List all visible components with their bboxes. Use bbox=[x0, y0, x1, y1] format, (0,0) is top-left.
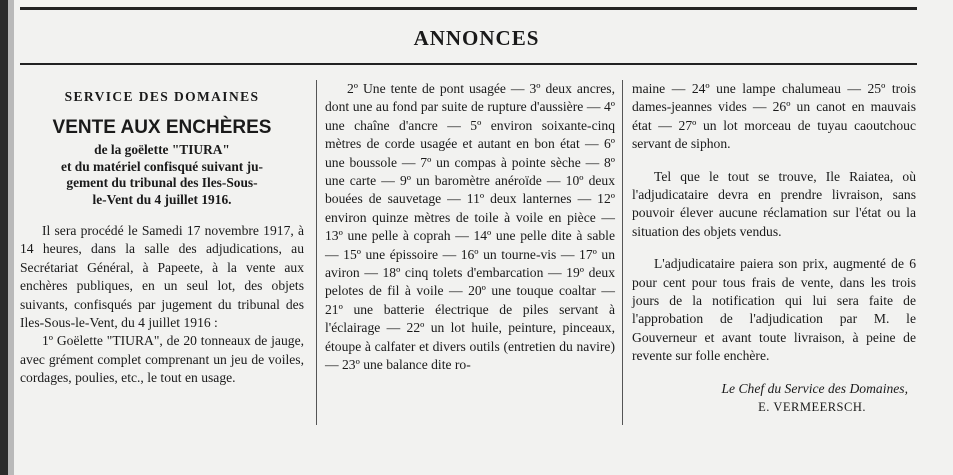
right-paragraph-2: Tel que le tout se trouve, Ile Raiatea, où l'adjudicataire devra en prendre livraison, sans pouvoir élever aucune réclamation sur l'état ou la situation des objets vendus. bbox=[632, 168, 916, 239]
column-middle bbox=[325, 80, 615, 375]
service-heading: SERVICE DES DOMAINES bbox=[64, 89, 260, 104]
subheading-line-3: gement du tribunal des Iles-Sous- bbox=[66, 175, 258, 191]
subheading-line-2: et du matériel confisqué suivant ju- bbox=[61, 158, 263, 174]
right-paragraph-1: maine — 24º une lampe chalumeau — 25º trois dames-jeannes vides — 26º un canot en mauvais état — 27º un lot morceau de tuyau caoutchouc servant de siphon. bbox=[632, 81, 916, 152]
column-left bbox=[20, 88, 304, 388]
right-paragraph-3: L'adjudicataire paiera son prix, augmenté de 6 pour cent pour tous frais de vente, dans les trois jours de la notification qui lui sera faite de l'approbation de l'adjudication par M. le Gouverneur et avant toute livraison, à peine de revente sur folle enchère. bbox=[632, 256, 916, 364]
left-paragraph-2: 1º Goëlette "TIURA", de 20 tonneaux de jauge, avec grément complet comprenant un jeu de voiles, cordages, poulies, etc., le tout en usage. bbox=[20, 333, 304, 386]
signature-title: Le Chef du Service des Domaines, bbox=[721, 380, 908, 396]
signature-name: E. VERMEERSCH. bbox=[758, 400, 866, 415]
left-paragraph-1: Il sera procédé le Samedi 17 novembre 1917, à 14 heures, dans la salle des adjudications, au Secrétariat Général, à Papeete, à la vente aux enchères publiques, en un seul lot, des objets suivants, confisqués par jugement du tribunal des Iles-Sous-le-Vent, du 4 juillet 1916 : bbox=[20, 223, 304, 331]
column-separator-2 bbox=[622, 80, 623, 425]
subheading-line-4: le-Vent du 4 juillet 1916. bbox=[92, 191, 232, 207]
middle-paragraph: 2º Une tente de pont usagée — 3º deux ancres, dont une au fond par suite de rupture d'aussière — 4º une chaîne d'ancre — 5º environ soixante-cinq mètres de corde usagée et autant en bon état — 6º une boussole — 7º un compas à pointe sèche — 8º une carte — 9º un baromètre anéroïde — 10º deux bouées de sauvetage — 11º deux lanternes — 12º environ quinze mètres de toile à voile en pièce — 13º une pelle à coprah — 14º une pelle dite à sable — 15º une épissoire — 16º un tourne-vis — 17º un aviron — 18º cinq tolets d'embarcation — 19º deux pelotes de fil à voile — 20º une touque coaltar — 21º une batterie électrique de piles servant à l'éclairage — 22º un lot huile, peinture, pinceaux, étoupe à calfater et divers outils (entretien du navire) — 23º une balance dite ro- bbox=[325, 81, 615, 373]
vente-heading: VENTE AUX ENCHÈRES bbox=[52, 117, 272, 139]
column-right bbox=[632, 80, 916, 417]
section-banner: ANNONCES bbox=[413, 26, 540, 50]
page-binding-shadow bbox=[8, 0, 14, 475]
page-binding-edge bbox=[0, 0, 8, 475]
subheading-line-1: de la goëlette "TIURA" bbox=[94, 142, 230, 158]
top-rule bbox=[20, 7, 917, 10]
column-separator-1 bbox=[316, 80, 317, 425]
banner-rule bbox=[20, 63, 917, 65]
